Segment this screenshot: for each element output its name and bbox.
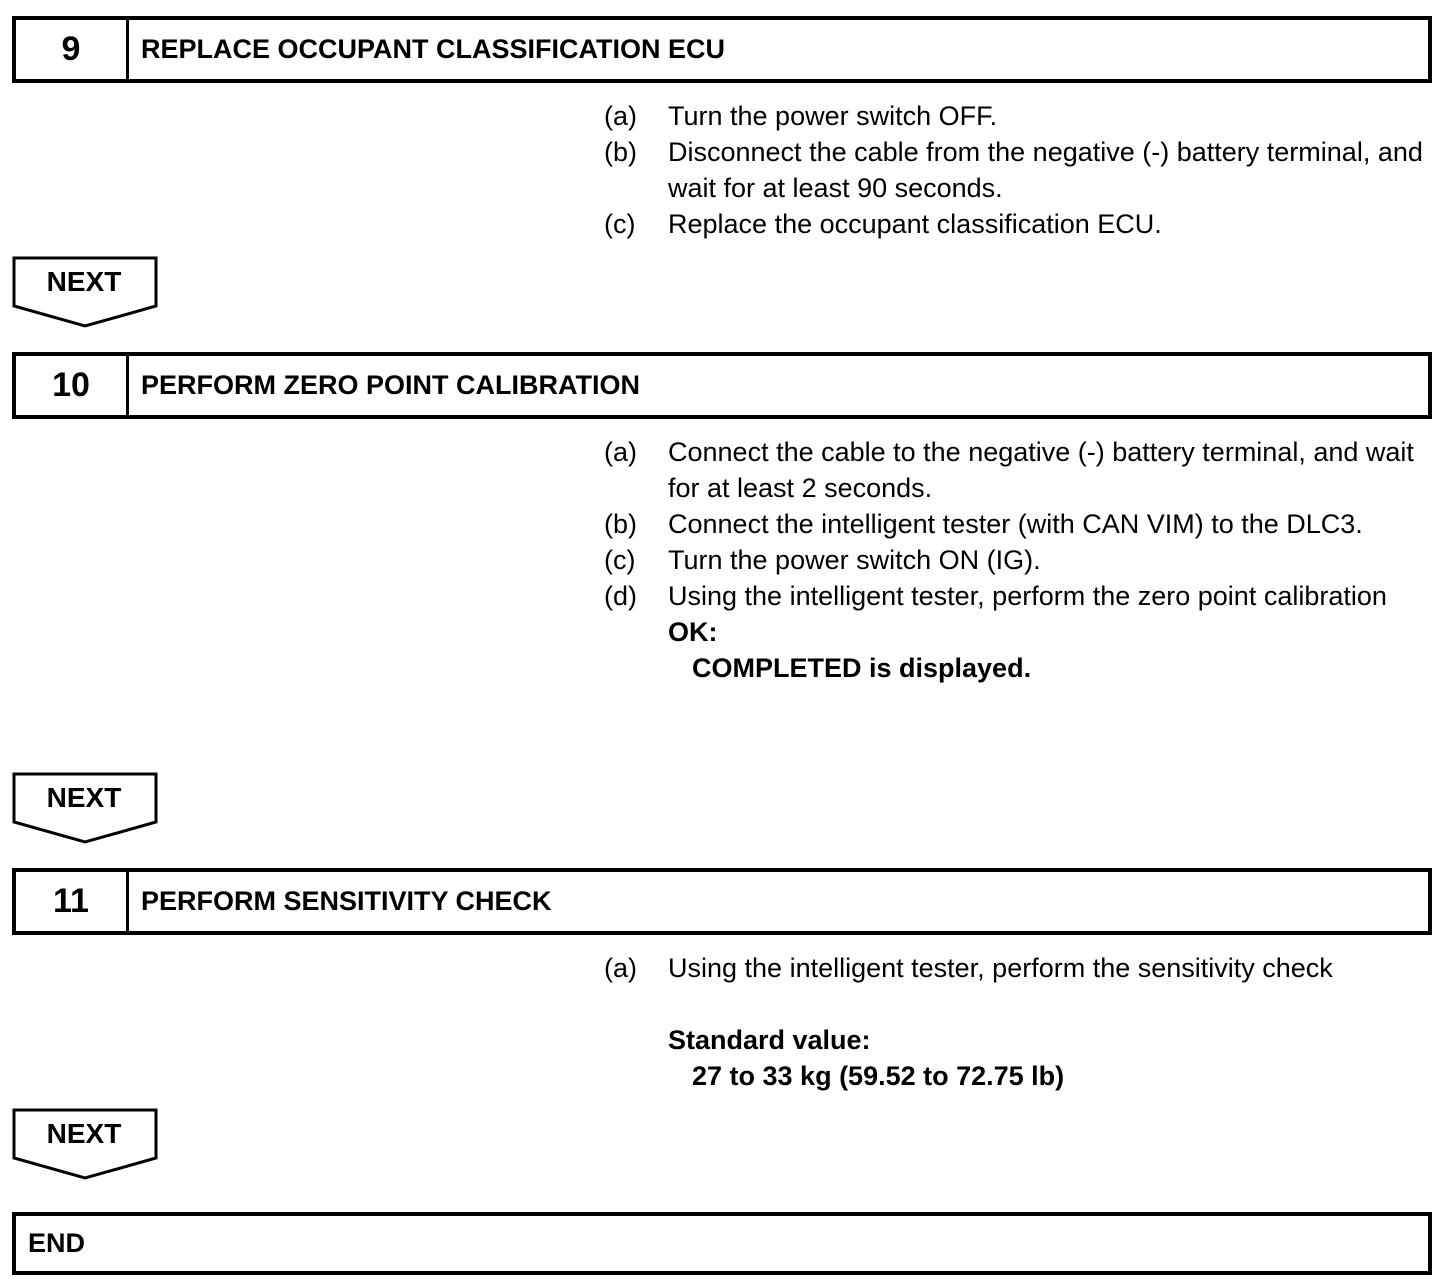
next-button[interactable]: [12, 256, 160, 330]
result-label: OK:: [668, 617, 718, 647]
instruction-item: [604, 134, 1434, 206]
next-button[interactable]: [12, 1108, 160, 1182]
step-title: PERFORM ZERO POINT CALIBRATION: [141, 370, 640, 400]
next-button-label: NEXT: [46, 782, 122, 813]
instruction-label: (b): [604, 509, 637, 539]
instruction-label: (d): [604, 581, 637, 611]
next-button[interactable]: [12, 772, 160, 846]
step-11-header: [12, 868, 1432, 935]
instruction-label: (b): [604, 137, 637, 167]
instruction-label: (a): [604, 953, 637, 983]
step-title: PERFORM SENSITIVITY CHECK: [141, 886, 552, 916]
instruction-text: Replace the occupant classification ECU.: [668, 209, 1162, 239]
instruction-text: Turn the power switch OFF.: [668, 101, 998, 131]
instruction-text: Turn the power switch ON (IG).: [668, 545, 1041, 575]
standard-value-label: Standard value:: [668, 1025, 871, 1055]
step-number: 9: [16, 20, 129, 79]
step-title: REPLACE OCCUPANT CLASSIFICATION ECU: [141, 34, 726, 64]
result-value: COMPLETED is displayed.: [692, 653, 1032, 683]
step-number: 11: [16, 872, 129, 931]
instruction-item: [604, 578, 1434, 614]
instruction-text: Disconnect the cable from the negative (-) battery terminal, and wait for at least 90 seconds.: [668, 137, 1423, 203]
instruction-item: [604, 542, 1434, 578]
end-box: END: [12, 1212, 1432, 1275]
instruction-label: (a): [604, 101, 637, 131]
step-10-header: [12, 352, 1432, 419]
instruction-item: [604, 434, 1434, 506]
step-9-instructions: [604, 98, 1434, 242]
instruction-item: [604, 950, 1434, 986]
instruction-label: (a): [604, 437, 637, 467]
instruction-label: (c): [604, 209, 636, 239]
instruction-item: [604, 206, 1434, 242]
step-9-header: [12, 16, 1432, 83]
next-button-label: NEXT: [46, 266, 122, 297]
step-10-instructions: [604, 434, 1434, 686]
instruction-item: [604, 98, 1434, 134]
next-button-label: NEXT: [46, 1118, 122, 1149]
instruction-item: [604, 506, 1434, 542]
instruction-label: (c): [604, 545, 636, 575]
step-number: 10: [16, 356, 129, 415]
instruction-text: Connect the cable to the negative (-) battery terminal, and wait for at least 2 seconds.: [668, 437, 1414, 503]
standard-value: 27 to 33 kg (59.52 to 72.75 lb): [692, 1061, 1065, 1091]
instruction-text: Using the intelligent tester, perform the zero point calibration: [668, 581, 1387, 611]
step-11-instructions: [604, 950, 1434, 1094]
instruction-text: Using the intelligent tester, perform the sensitivity check: [668, 953, 1333, 983]
instruction-text: Connect the intelligent tester (with CAN VIM) to the DLC3.: [668, 509, 1363, 539]
